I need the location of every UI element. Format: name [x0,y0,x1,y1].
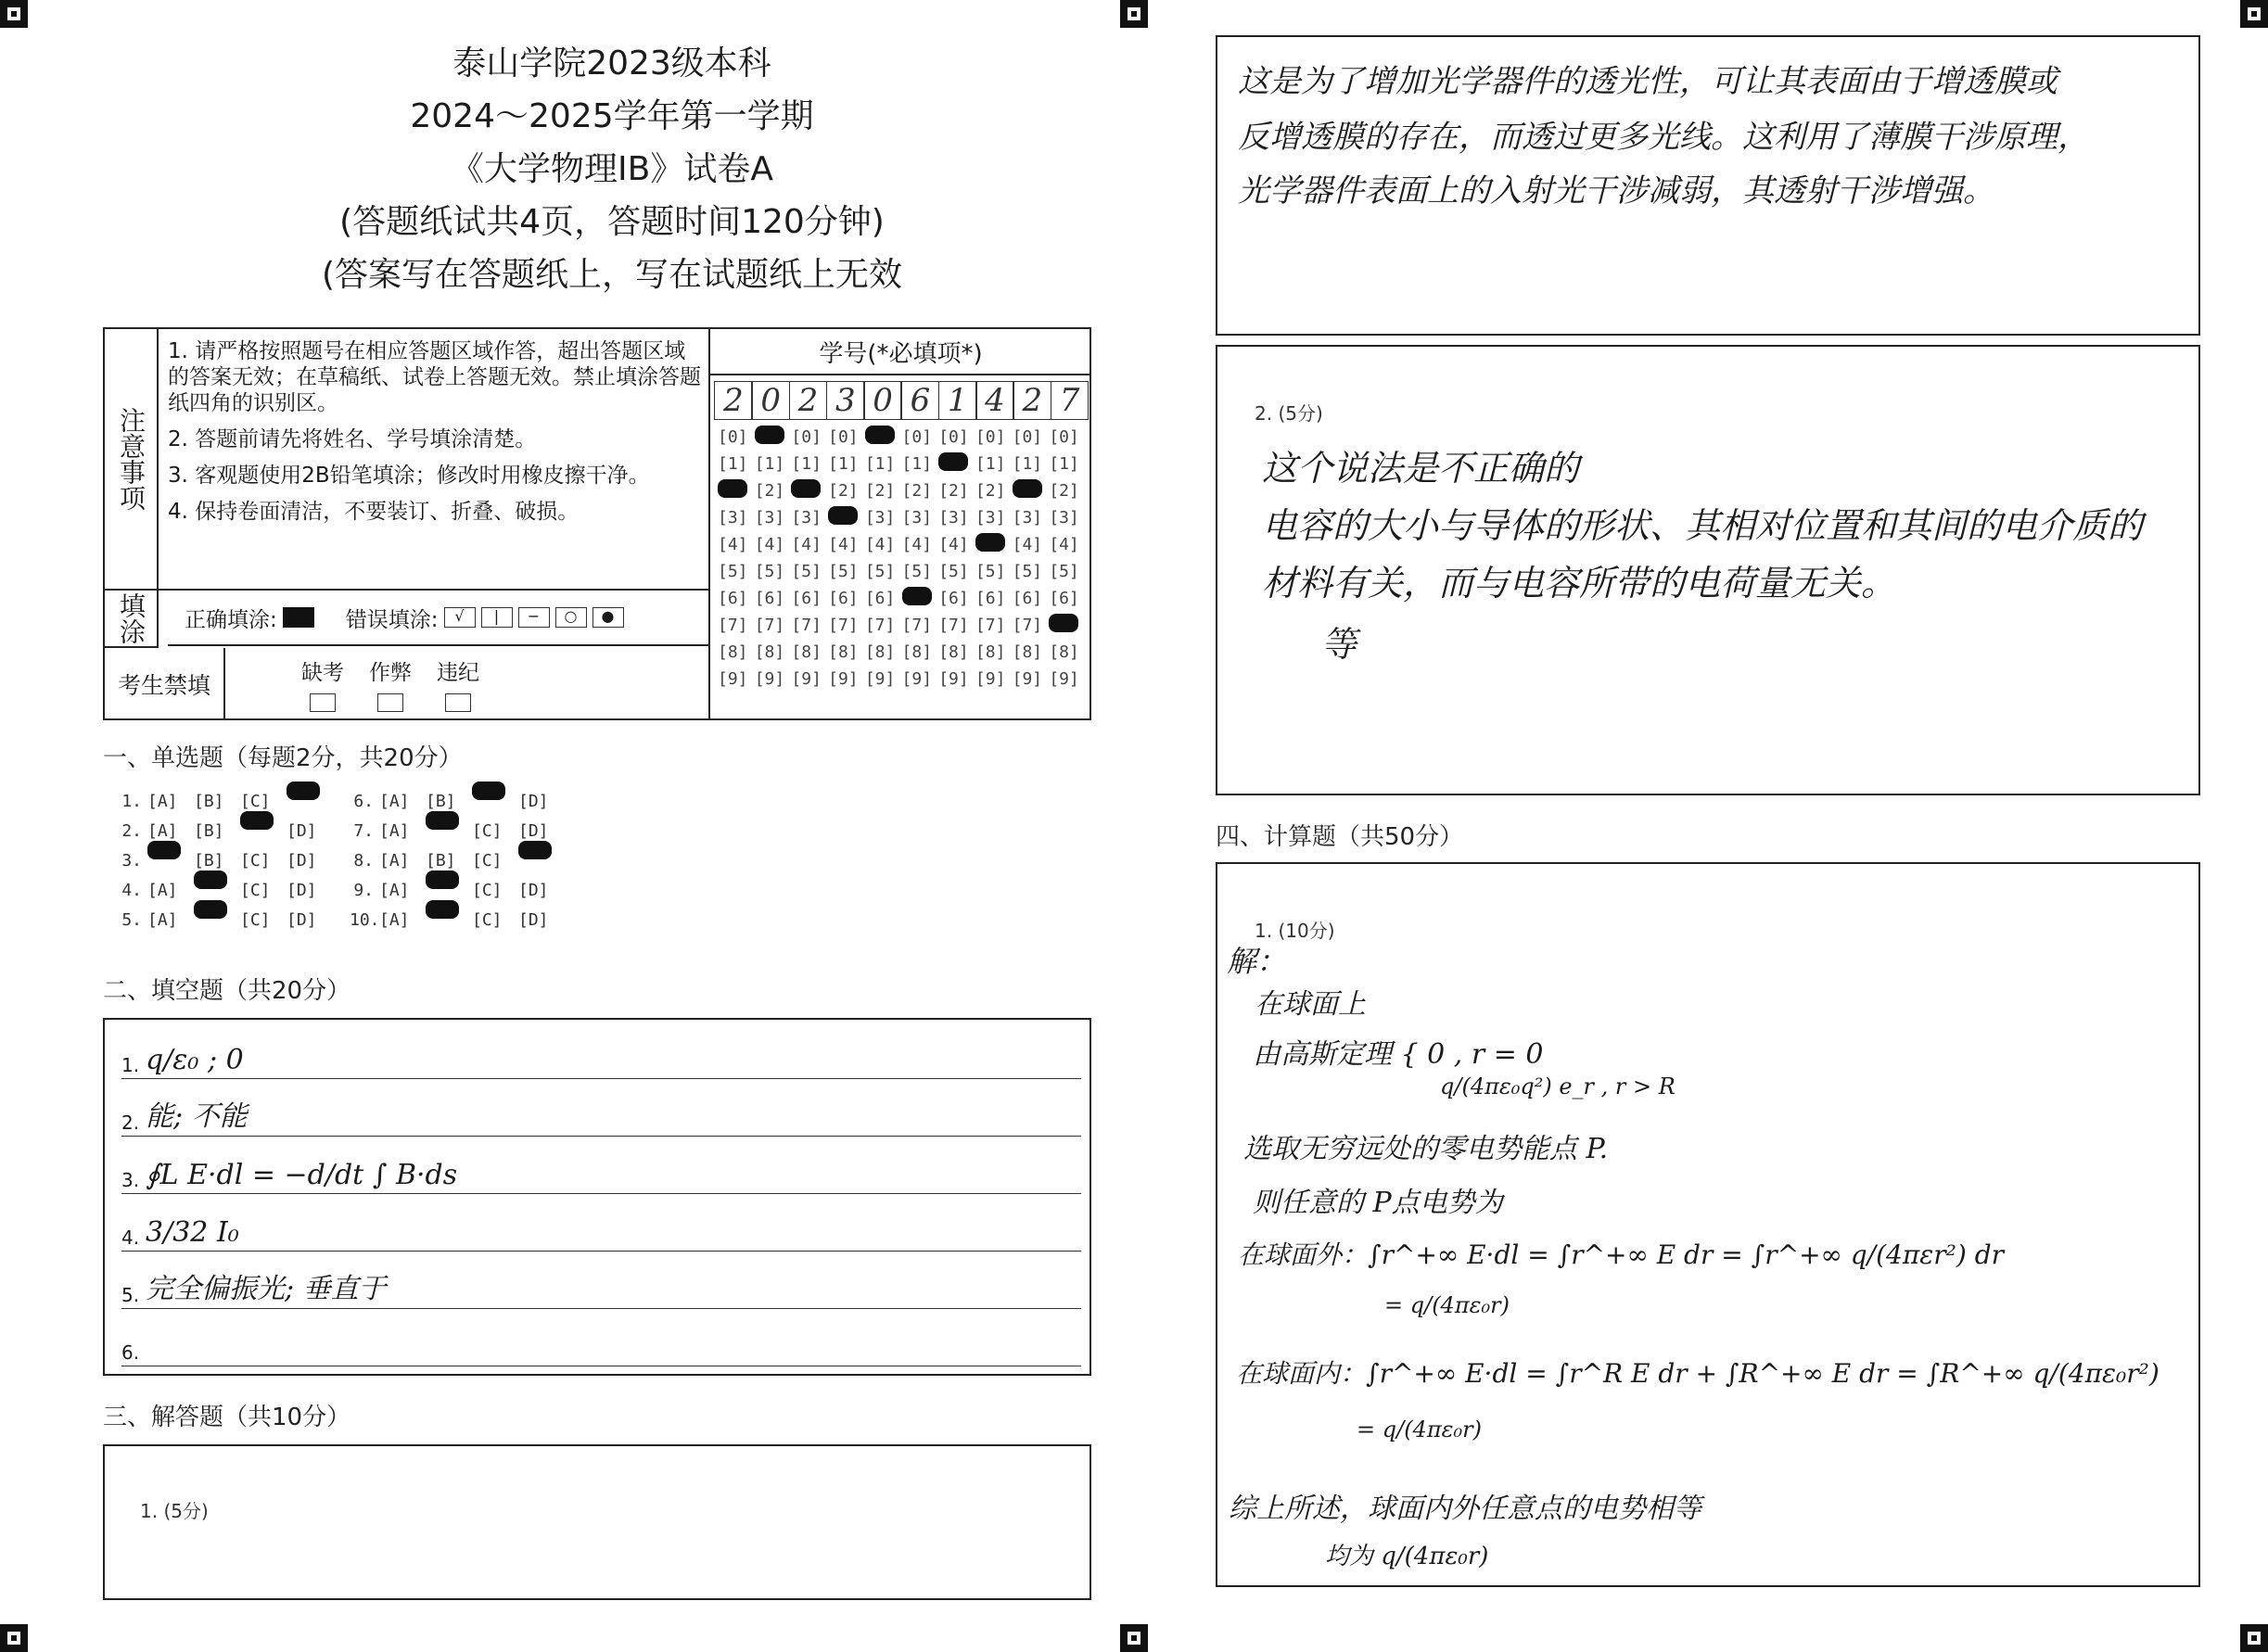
bubble-option[interactable]: [5] [754,562,785,581]
bubble-option[interactable]: [2] [975,481,1006,501]
bubble-option[interactable]: [6] [718,589,748,608]
bubble-row [718,451,1086,477]
wrong-fill-circle: ○ [555,607,587,628]
bubble-option[interactable]: [8] [1012,642,1043,662]
bubble-option[interactable]: [3] [754,508,785,527]
fill-blank-line [121,1192,1081,1252]
bubble-row [718,558,1086,585]
mc-question-number: 7. [353,820,374,841]
section3-q1-answer-box [1216,35,2200,336]
section3-q1-box-left [103,1444,1091,1600]
section4-q1-line-1: 解： [1227,944,1287,979]
bubble-option[interactable]: [7] [754,616,785,635]
forbid-cheat-checkbox[interactable] [377,693,403,712]
bubble-option[interactable]: [9] [1049,669,1079,689]
mc-option[interactable]: [C] [472,880,503,900]
mc-question-number: 4. [121,880,142,900]
forbid-absent-checkbox[interactable] [310,693,336,712]
section4-q1-label: 1. (10分) [1255,920,1335,942]
bubble-filled[interactable] [902,589,939,608]
bubble-filled[interactable] [975,535,1013,554]
fill-blank-answer: 3/32 I₀ [146,1216,239,1249]
bubble-option[interactable]: [1] [864,454,896,474]
section4-q1-line-2: 在球面上 [1255,988,1366,1021]
bubble-option[interactable]: [3] [718,508,748,527]
bubble-option[interactable]: [8] [864,642,896,662]
mc-option[interactable]: [A] [379,850,410,870]
student-id-digit: 3 [826,381,865,420]
fill-blank-line [121,1135,1081,1194]
bubble-row [718,531,1086,558]
bubble-option[interactable]: [6] [1012,589,1043,608]
bubble-option[interactable]: [0] [975,427,1006,447]
forbid-violation-checkbox[interactable] [445,693,471,712]
bubble-option[interactable]: [1] [1049,454,1079,474]
fill-blank-number: 6. [121,1341,140,1364]
bubble-option[interactable]: [4] [1012,535,1043,554]
bubble-option[interactable]: [6] [864,589,896,608]
corner-marker-top-right [2240,0,2268,28]
bubble-option[interactable]: [2] [901,481,933,501]
bubble-option[interactable]: [1] [901,454,933,474]
mc-row [118,875,581,905]
bubble-row [718,585,1086,612]
bubble-option[interactable]: [4] [828,535,859,554]
fill-blank-answer: ∮L E·dl = −d/dt ∫ B·ds [146,1159,458,1191]
corner-marker-bottom-right [2240,1624,2268,1652]
multiple-choice-grid [118,786,581,934]
mc-option-filled[interactable] [426,881,466,900]
bubble-option[interactable]: [6] [1049,589,1079,608]
student-id-digit: 4 [975,381,1014,420]
mc-option[interactable]: [C] [240,791,271,811]
mc-option-filled[interactable] [194,910,235,930]
bubble-row [718,504,1086,531]
mc-option[interactable]: [C] [472,909,503,930]
bubble-filled[interactable] [1049,616,1086,635]
bubble-option[interactable]: [1] [791,454,822,474]
bubble-filled[interactable] [1013,481,1050,501]
student-id-digits [710,375,1091,420]
section4-q1-line-12: 均为 q/(4πε₀r) [1325,1543,1489,1570]
bubble-row [718,666,1086,693]
section3-q1-label: 1. (5分) [140,1500,209,1522]
bubble-option[interactable]: [1] [828,454,859,474]
bubble-option[interactable]: [4] [791,535,822,554]
mc-question-number: 6. [353,791,374,811]
mc-question [350,821,581,841]
bubble-option[interactable]: [8] [901,642,933,662]
mc-option-filled[interactable] [287,792,327,811]
mc-option[interactable]: [D] [287,820,317,841]
fill-blank-number: 5. [121,1284,140,1306]
bubble-option[interactable]: [2] [1049,481,1079,501]
bubble-option[interactable]: [1] [754,454,785,474]
fill-blank-answer: 完全偏振光; 垂直于 [146,1273,387,1305]
bubble-option[interactable]: [8] [975,642,1006,662]
fill-blank-line [121,1020,1081,1079]
bubble-option[interactable]: [2] [828,481,859,501]
bubble-row [718,639,1086,666]
bubble-option[interactable]: [5] [828,562,859,581]
header-line-term: 2024～2025学年第一学期 [410,97,814,135]
header-line-instruction: (答案写在答题纸上，写在试题纸上无效 [321,256,903,294]
notice-items [168,338,706,535]
fill-blank-line [121,1307,1081,1366]
bubble-option[interactable]: [0] [1012,427,1043,447]
bubble-filled[interactable] [938,454,975,474]
mc-option[interactable]: [A] [147,909,178,930]
mc-option[interactable]: [A] [379,880,410,900]
fill-blank-number: 3. [121,1169,140,1191]
bubble-option[interactable]: [8] [1049,642,1079,662]
section4-q1-answer-box [1216,862,2200,1587]
notice-item-4: 4. 保持卷面清洁，不要装订、折叠、破损。 [168,500,580,524]
bubble-option[interactable]: [8] [718,642,748,662]
mc-question-number: 9. [353,880,374,900]
mc-question-number: 10. [350,909,380,930]
section2-title: 二、填空题（共20分） [103,977,351,1005]
correct-fill-sample [283,607,314,628]
header-line-pages: (答题纸试共4页，答题时间120分钟) [339,203,885,241]
bubble-option[interactable]: [5] [901,562,933,581]
bubble-option[interactable]: [6] [938,589,969,608]
section4-title: 四、计算题（共50分） [1216,823,1464,851]
mc-option[interactable]: [A] [379,791,410,811]
mc-option-filled[interactable] [147,851,188,870]
bubble-option[interactable]: [6] [791,589,822,608]
fill-blank-answer: q/ε₀ ; 0 [146,1044,244,1076]
mc-question [118,851,350,870]
mc-option[interactable]: [B] [194,850,224,870]
mc-option-filled[interactable] [426,910,466,930]
section3-q2-answer-box [1216,345,2200,795]
notice-item-1: 1. 请严格按照题号在相应答题区域作答，超出答题区域的答案无效；在草稿纸、试卷上答题无效。禁止填涂答题纸四角的识别区。 [168,339,701,415]
bubble-option[interactable]: [5] [791,562,822,581]
fill-example-row [168,591,709,646]
mc-question [350,792,581,811]
mc-option[interactable]: [D] [287,880,317,900]
bubble-option[interactable]: [3] [864,508,896,527]
bubble-option[interactable]: [5] [975,562,1006,581]
bubble-option[interactable]: [9] [975,669,1006,689]
section3-q2-answer-line-4: 等 [1321,624,1357,665]
bubble-option[interactable]: [3] [938,508,969,527]
exam-header [148,37,1076,301]
section3-q2-answer-line-1: 这个说法是不正确的 [1262,448,1580,489]
mc-option[interactable]: [D] [287,909,317,930]
bubble-option[interactable]: [7] [1012,616,1043,635]
mc-option[interactable]: [A] [379,909,410,930]
section3-q1-answer-line-2: 反增透膜的存在，而透过更多光线。这利用了薄膜干涉原理， [1238,119,2089,156]
bubble-option[interactable]: [0] [828,427,859,447]
mc-option-filled[interactable] [518,851,559,870]
fill-blank-line [121,1250,1081,1309]
bubble-option[interactable]: [3] [1049,508,1079,527]
forbid-row [105,648,709,720]
mc-option-filled[interactable] [194,881,235,900]
bubble-option[interactable]: [5] [864,562,896,581]
fill-blank-line [121,1077,1081,1137]
bubble-option[interactable]: [8] [791,642,822,662]
bubble-option[interactable]: [9] [938,669,969,689]
bubble-row [718,424,1086,451]
bubble-option[interactable]: [7] [901,616,933,635]
bubble-option[interactable]: [2] [754,481,785,501]
bubble-option[interactable]: [5] [1012,562,1043,581]
bubble-row [718,612,1086,639]
fill-blank-answer: 能; 不能 [146,1100,248,1133]
notice-item-2: 2. 答题前请先将姓名、学号填涂清楚。 [168,427,537,451]
student-id-digit: 2 [789,381,828,420]
bubble-option[interactable]: [6] [975,589,1006,608]
bubble-option[interactable]: [9] [864,669,896,689]
mc-option[interactable]: [A] [147,820,178,841]
forbid-cheat: 作弊 [353,655,427,712]
bubble-option[interactable]: [4] [864,535,896,554]
student-id-bubble-grid [710,420,1091,693]
bubble-option[interactable]: [6] [828,589,859,608]
bubble-option[interactable]: [8] [938,642,969,662]
fill-blank-number: 1. [121,1054,140,1076]
bubble-option[interactable]: [7] [718,616,748,635]
corner-marker-top-left [0,0,28,28]
mc-option[interactable]: [B] [194,820,224,841]
bubble-option[interactable]: [3] [901,508,933,527]
bubble-filled[interactable] [718,481,755,501]
mc-question-number: 8. [353,850,374,870]
mc-option[interactable]: [C] [240,880,271,900]
mc-question-number: 2. [121,820,142,841]
section3-q1-answer-line-1: 这是为了增加光学器件的透光性，可让其表面由于增透膜或 [1238,63,2058,100]
bubble-option[interactable]: [4] [901,535,933,554]
section4-q1-line-6: 则任意的 P点电势为 [1253,1187,1503,1219]
student-id-digit: 7 [1051,381,1089,420]
bubble-option[interactable]: [4] [754,535,785,554]
corner-marker-top-middle [1120,0,1148,28]
bubble-option[interactable]: [7] [975,616,1006,635]
bubble-option[interactable]: [0] [718,427,748,447]
bubble-option[interactable]: [7] [864,616,896,635]
bubble-option[interactable]: [0] [938,427,969,447]
section4-q1-line-5: 选取无穷远处的零电势能点 P. [1243,1133,1609,1165]
mc-option[interactable]: [C] [240,850,271,870]
corner-marker-bottom-left [0,1624,28,1652]
bubble-option[interactable]: [0] [791,427,822,447]
bubble-filled[interactable] [755,427,792,447]
bubble-option[interactable]: [9] [828,669,859,689]
mc-option-filled[interactable] [240,821,281,841]
bubble-option[interactable]: [7] [791,616,822,635]
fill-blank-number: 2. [121,1112,140,1134]
forbid-label: 考生禁填 [105,648,225,720]
mc-option[interactable]: [B] [194,791,224,811]
mc-question [118,792,350,811]
header-line-school: 泰山学院2023级本科 [452,44,771,83]
section3-title: 三、解答题（共10分） [103,1404,351,1431]
bubble-option[interactable]: [3] [791,508,822,527]
notice-label: 注意事项 [105,329,159,591]
mc-row [118,845,581,875]
fill-blank-box [103,1018,1091,1376]
student-id-digit: 1 [938,381,977,420]
fill-label: 填涂 [105,591,159,648]
bubble-option[interactable]: [1] [718,454,748,474]
bubble-row [718,477,1086,504]
forbid-violation: 违纪 [421,655,495,712]
mc-option[interactable]: [A] [147,880,178,900]
bubble-option[interactable]: [6] [754,589,785,608]
section4-q1-line-7: 在球面外：∫r^+∞ E·dl = ∫r^+∞ E dr = ∫r^+∞ q/(4πεr²) dr [1238,1239,2005,1270]
mc-option[interactable]: [C] [240,909,271,930]
student-id-digit: 2 [1013,381,1051,420]
mc-option[interactable]: [D] [518,820,549,841]
mc-option[interactable]: [C] [472,850,503,870]
mc-question-number: 5. [121,909,142,930]
section3-q2-answer-line-2: 电容的大小与导体的形状、其相对位置和其间的电介质的 [1262,505,2144,546]
bubble-option[interactable]: [4] [1049,535,1079,554]
mc-option[interactable]: [D] [287,850,317,870]
bubble-option[interactable]: [9] [901,669,933,689]
wrong-fill-bar: | [481,607,513,628]
bubble-option[interactable]: [7] [938,616,969,635]
bubble-option[interactable]: [7] [828,616,859,635]
bubble-option[interactable]: [8] [754,642,785,662]
corner-marker-bottom-middle [1120,1624,1148,1652]
student-id-digit: 2 [714,381,753,420]
mc-option[interactable]: [D] [518,909,549,930]
mc-question-number: 3. [121,850,142,870]
section4-q1-line-9: 在球面内：∫r^+∞ E·dl = ∫r^R E dr + ∫R^+∞ E dr = ∫R^+∞ q/(4πε₀r²) [1236,1358,2160,1389]
bubble-option[interactable]: [9] [754,669,785,689]
bubble-option[interactable]: [3] [1012,508,1043,527]
mc-question [118,910,350,930]
bubble-filled[interactable] [791,481,828,501]
section4-q1-line-10: = q/(4πε₀r) [1357,1417,1482,1442]
correct-fill-label: 正确填涂: [185,607,277,632]
section3-q2-answer-line-3: 材料有关，而与电容所带的电荷量无关。 [1262,563,1897,604]
bubble-option[interactable]: [9] [791,669,822,689]
wrong-fill-dot: ● [592,607,624,628]
student-id-title: 学号(*必填项*) [710,329,1091,375]
mc-option-filled[interactable] [426,821,466,841]
bubble-option[interactable]: [5] [1049,562,1079,581]
section3-q1-answer-line-3: 光学器件表面上的入射光干涉减弱，其透射干涉增强。 [1238,172,1994,210]
wrong-fill-label: 错误填涂: [345,607,439,632]
mc-option[interactable]: [D] [518,880,549,900]
mc-option[interactable]: [B] [426,791,456,811]
mc-question-number: 1. [121,791,142,811]
bubble-filled[interactable] [828,508,865,527]
section4-q1-line-4: q/(4πε₀q²) e_r , r > R [1440,1074,1676,1099]
bubble-option[interactable]: [9] [1012,669,1043,689]
bubble-option[interactable]: [3] [975,508,1006,527]
bubble-option[interactable]: [4] [718,535,748,554]
notice-panel [103,327,1091,720]
wrong-fill-check: √ [444,607,476,628]
bubble-option[interactable]: [5] [718,562,748,581]
mc-option[interactable]: [A] [379,820,410,841]
mc-option[interactable]: [C] [472,820,503,841]
bubble-option[interactable]: [4] [938,535,969,554]
section3-q2-label: 2. (5分) [1255,402,1323,425]
mc-option[interactable]: [D] [518,791,549,811]
mc-question [350,910,581,930]
bubble-option[interactable]: [5] [938,562,969,581]
mc-row [118,816,581,845]
bubble-option[interactable]: [2] [938,481,969,501]
section4-q1-line-8: = q/(4πε₀r) [1384,1292,1510,1318]
bubble-option[interactable]: [1] [1012,454,1043,474]
bubble-option[interactable]: [2] [864,481,896,501]
bubble-filled[interactable] [865,427,902,447]
section1-title: 一、单选题（每题2分，共20分） [103,744,463,772]
student-id-digit: 0 [751,381,790,420]
wrong-fill-dash: − [518,607,550,628]
notice-item-3: 3. 客观题使用2B铅笔填涂；修改时用橡皮擦干净。 [168,464,650,488]
mc-question [118,881,350,900]
bubble-option[interactable]: [0] [901,427,933,447]
mc-option[interactable]: [A] [147,791,178,811]
mc-question [350,881,581,900]
bubble-option[interactable]: [9] [718,669,748,689]
section4-q1-line-3: 由高斯定理 { 0 , r = 0 [1253,1038,1544,1071]
bubble-option[interactable]: [8] [828,642,859,662]
student-id-digit: 0 [863,381,902,420]
bubble-option[interactable]: [1] [975,454,1006,474]
student-id-panel [708,329,1091,720]
forbid-absent: 缺考 [286,655,360,712]
mc-option[interactable]: [B] [426,850,456,870]
student-id-digit: 6 [900,381,939,420]
section4-q1-line-11: 综上所述，球面内外任意点的电势相等 [1229,1493,1701,1525]
mc-row [118,786,581,816]
mc-question [118,821,350,841]
header-line-course: 《大学物理IB》试卷A [451,150,773,188]
mc-row [118,905,581,934]
bubble-option[interactable]: [0] [1049,427,1079,447]
mc-option-filled[interactable] [472,792,513,811]
fill-blank-number: 4. [121,1226,140,1249]
mc-question [350,851,581,870]
